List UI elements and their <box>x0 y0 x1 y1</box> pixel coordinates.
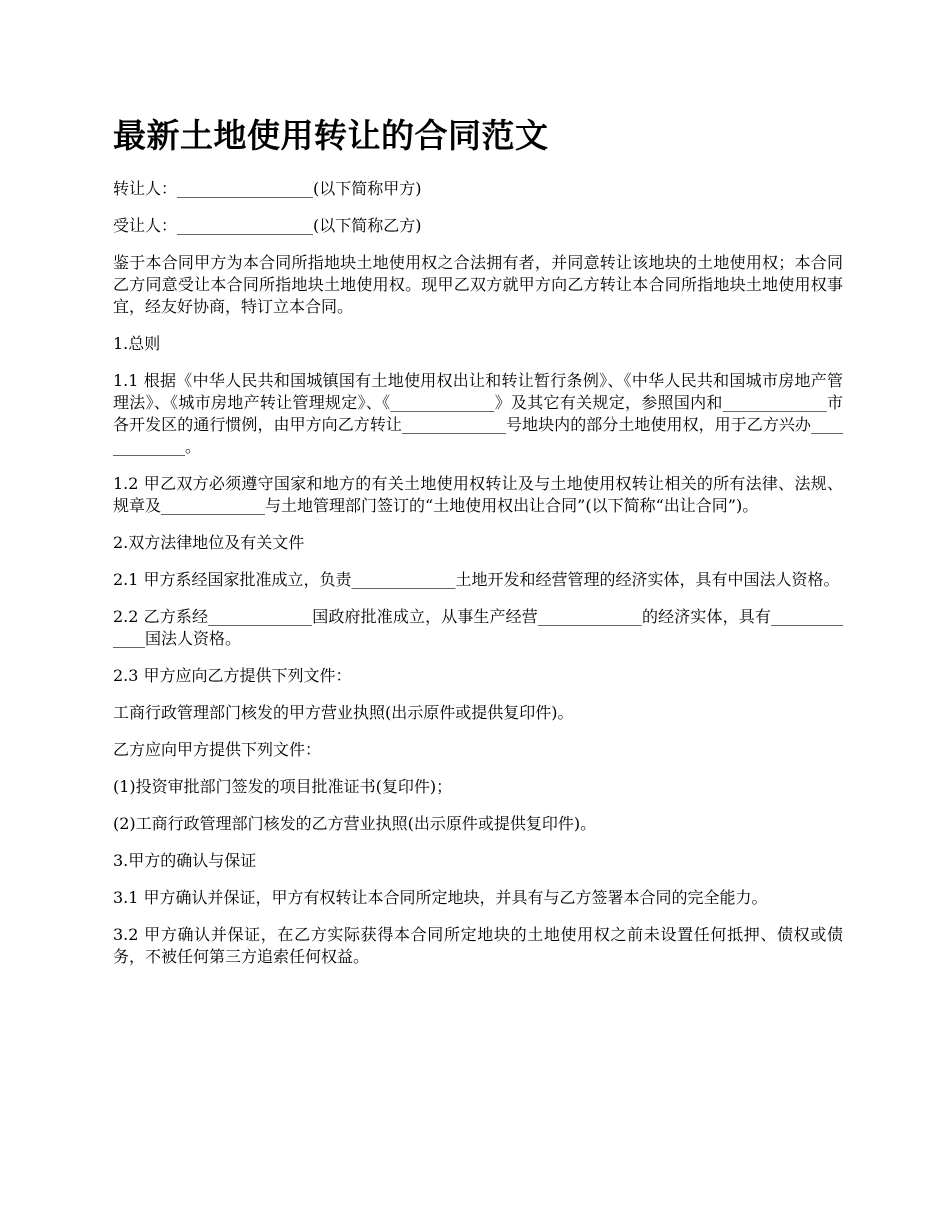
section-heading: 2.双方法律地位及有关文件 <box>113 533 305 552</box>
section-heading: 1.总则 <box>113 334 161 353</box>
clause-paragraph: 1.2 甲乙双方必须遵守国家和地方的有关土地使用权转让及与土地使用权转让相关的所有法律、法规、规章及_____________与土地管理部门签订的“土地使用权出让合同”(以下简称“出让合同”)。 <box>113 474 843 515</box>
document-page <box>113 112 843 983</box>
clause-paragraph: 3.1 甲方确认并保证，甲方有权转让本合同所定地块，并具有与乙方签署本合同的完全能力。 <box>113 888 768 907</box>
document-title: 最新土地使用转让的合同范文 <box>113 116 549 155</box>
clause-paragraph: 2.2 乙方系经_____________国政府批准成立，从事生产经营_____________的经济实体，具有_____________国法人资格。 <box>113 607 843 648</box>
list-item: (1)投资审批部门签发的项目批准证书(复印件)； <box>113 777 453 796</box>
body-paragraph: 乙方应向甲方提供下列文件： <box>113 740 322 759</box>
section-heading: 3.甲方的确认与保证 <box>113 851 257 870</box>
clause-paragraph: 2.3 甲方应向乙方提供下列文件： <box>113 666 352 685</box>
transferor-line: 转让人：_________________(以下简称甲方) <box>113 179 422 198</box>
clause-paragraph: 2.1 甲方系经国家批准成立，负责_____________土地开发和经营管理的经济实体，具有中国法人资格。 <box>113 570 840 589</box>
clause-paragraph: 3.2 甲方确认并保证，在乙方实际获得本合同所定地块的土地使用权之前未设置任何抵押、债权或债务，不被任何第三方追索任何权益。 <box>113 925 843 966</box>
list-item: (2)工商行政管理部门核发的乙方营业执照(出示原件或提供复印件)。 <box>113 814 597 833</box>
body-paragraph: 工商行政管理部门核发的甲方营业执照(出示原件或提供复印件)。 <box>113 703 574 722</box>
preamble-paragraph: 鉴于本合同甲方为本合同所指地块土地使用权之合法拥有者，并同意转让该地块的土地使用权；本合同乙方同意受让本合同所指地块土地使用权。现甲乙双方就甲方向乙方转让本合同所指地块土地使用权事宜，经友好协商，特订立本合同。 <box>113 253 843 316</box>
transferee-line: 受让人：_________________(以下简称乙方) <box>113 216 422 235</box>
clause-paragraph: 1.1 根据《中华人民共和国城镇国有土地使用权出让和转让暂行条例》、《中华人民共和国城市房地产管理法》、《城市房地产转让管理规定》、《_____________》及其它有关规定，参照国内和_____________市各开发区的通行惯例，由甲方向乙方转让_____________号地块内的部分土地使用权，用于乙方兴办_____________。 <box>113 371 843 456</box>
